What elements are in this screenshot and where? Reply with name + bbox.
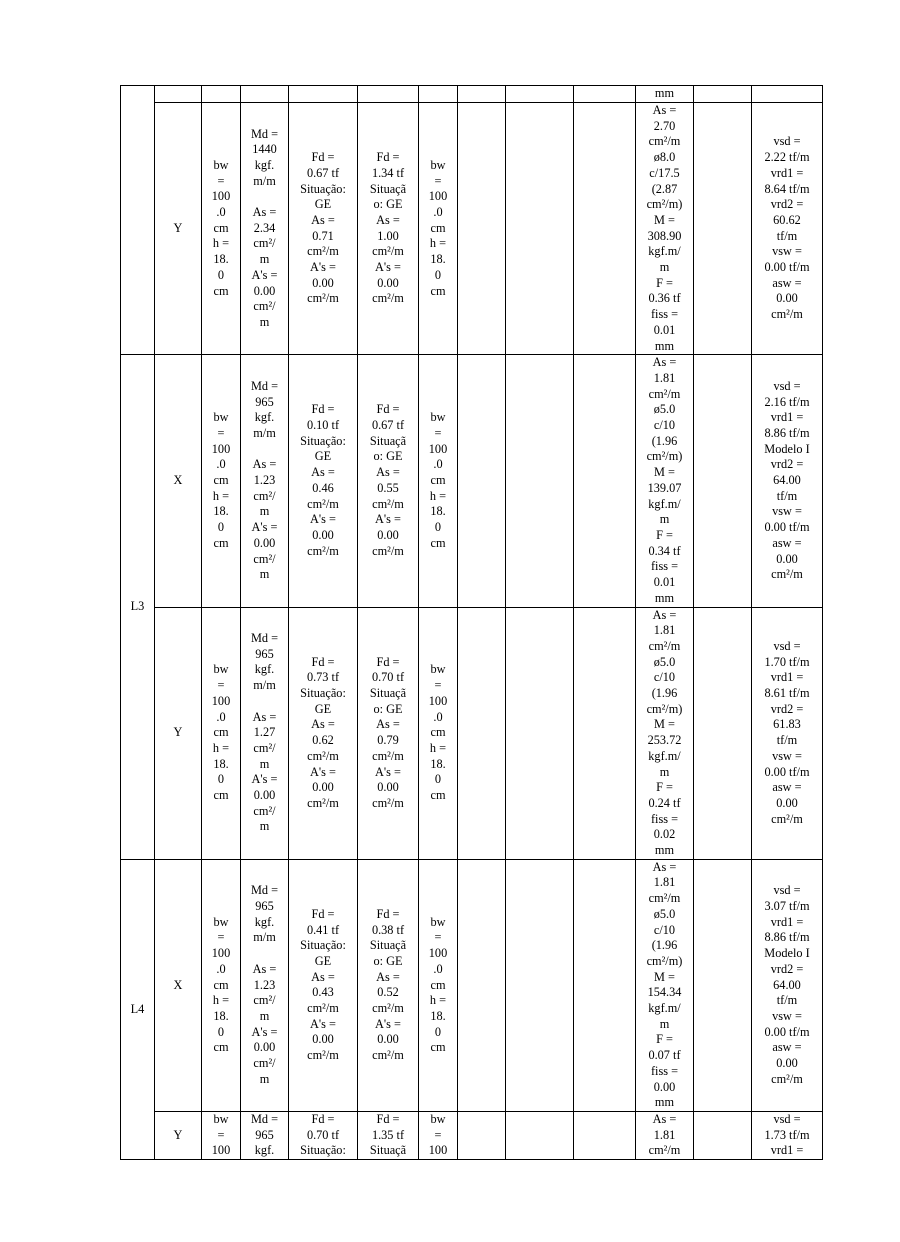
- slab-design-table: [120, 85, 823, 1160]
- empty-cell: [574, 1112, 636, 1160]
- reinforcement-cell: mm: [636, 86, 694, 103]
- direction-cell: Y: [155, 1112, 202, 1160]
- flexure-cell: Md = 965 kgf.: [241, 1112, 289, 1160]
- empty-cell: [458, 859, 506, 1111]
- reinforcement-cell: As = 2.70 cm²/m ø8.0 c/17.5 (2.87 cm²/m) M = 308.90 kgf.m/ m F = 0.36 tf fiss = 0.01 mm: [636, 103, 694, 355]
- empty-cell: [506, 103, 574, 355]
- section-cell: bw = 100 .0 cm h = 18. 0 cm: [419, 103, 458, 355]
- flexure-cell: Md = 965 kgf. m/m As = 1.23 cm²/ m A's = 0.00 cm²/ m: [241, 859, 289, 1111]
- empty-cell: [694, 355, 752, 607]
- membrane-force-cell: Fd = 1.35 tf Situaçã: [358, 1112, 419, 1160]
- empty-cell: [574, 607, 636, 859]
- membrane-force-cell: Fd = 0.67 tf Situação: GE As = 0.71 cm²/m A's = 0.00 cm²/m: [289, 103, 358, 355]
- shear-cell: vsd = 3.07 tf/m vrd1 = 8.86 tf/m Modelo I vrd2 = 64.00 tf/m vsw = 0.00 tf/m asw = 0.00 cm²/m: [752, 859, 823, 1111]
- empty-cell: [506, 859, 574, 1111]
- empty-cell: [506, 1112, 574, 1160]
- slab-id-cell: [121, 86, 155, 355]
- empty-cell: [694, 1112, 752, 1160]
- shear-cell: vsd = 1.70 tf/m vrd1 = 8.61 tf/m vrd2 = 61.83 tf/m vsw = 0.00 tf/m asw = 0.00 cm²/m: [752, 607, 823, 859]
- membrane-force-cell: Fd = 0.73 tf Situação: GE As = 0.62 cm²/m A's = 0.00 cm²/m: [289, 607, 358, 859]
- flexure-cell: Md = 965 kgf. m/m As = 1.23 cm²/ m A's = 0.00 cm²/ m: [241, 355, 289, 607]
- shear-cell: vsd = 2.16 tf/m vrd1 = 8.86 tf/m Modelo I vrd2 = 64.00 tf/m vsw = 0.00 tf/m asw = 0.00 cm²/m: [752, 355, 823, 607]
- empty-cell: [694, 103, 752, 355]
- section-cell: bw = 100: [419, 1112, 458, 1160]
- section-cell: bw = 100 .0 cm h = 18. 0 cm: [202, 355, 241, 607]
- empty-cell: [458, 355, 506, 607]
- table-row: [121, 103, 823, 355]
- empty-cell: [458, 1112, 506, 1160]
- table-row: [121, 355, 823, 607]
- reinforcement-cell: As = 1.81 cm²/m ø5.0 c/10 (1.96 cm²/m) M = 139.07 kgf.m/ m F = 0.34 tf fiss = 0.01 mm: [636, 355, 694, 607]
- table-row: [121, 859, 823, 1111]
- membrane-force-cell: Fd = 0.70 tf Situação:: [289, 1112, 358, 1160]
- empty-cell: [694, 859, 752, 1111]
- empty-cell: [574, 859, 636, 1111]
- reinforcement-cell: As = 1.81 cm²/m ø5.0 c/10 (1.96 cm²/m) M = 253.72 kgf.m/ m F = 0.24 tf fiss = 0.02 mm: [636, 607, 694, 859]
- empty-cell: [574, 86, 636, 103]
- slab-id-cell: L4: [121, 859, 155, 1159]
- table-row: [121, 607, 823, 859]
- empty-cell: [419, 86, 458, 103]
- empty-cell: [752, 86, 823, 103]
- empty-cell: [694, 607, 752, 859]
- empty-cell: [202, 86, 241, 103]
- membrane-force-cell: Fd = 0.70 tf Situaçã o: GE As = 0.79 cm²/m A's = 0.00 cm²/m: [358, 607, 419, 859]
- section-cell: bw = 100 .0 cm h = 18. 0 cm: [202, 859, 241, 1111]
- membrane-force-cell: Fd = 0.41 tf Situação: GE As = 0.43 cm²/m A's = 0.00 cm²/m: [289, 859, 358, 1111]
- direction-cell: Y: [155, 607, 202, 859]
- empty-cell: [506, 86, 574, 103]
- empty-cell: [506, 607, 574, 859]
- reinforcement-cell: As = 1.81 cm²/m: [636, 1112, 694, 1160]
- empty-cell: [241, 86, 289, 103]
- empty-cell: [694, 86, 752, 103]
- section-cell: bw = 100: [202, 1112, 241, 1160]
- empty-cell: [155, 86, 202, 103]
- empty-cell: [289, 86, 358, 103]
- empty-cell: [458, 607, 506, 859]
- reinforcement-cell: As = 1.81 cm²/m ø5.0 c/10 (1.96 cm²/m) M = 154.34 kgf.m/ m F = 0.07 tf fiss = 0.00 mm: [636, 859, 694, 1111]
- table-row: [121, 1112, 823, 1160]
- flexure-cell: Md = 1440 kgf. m/m As = 2.34 cm²/ m A's = 0.00 cm²/ m: [241, 103, 289, 355]
- section-cell: bw = 100 .0 cm h = 18. 0 cm: [202, 607, 241, 859]
- section-cell: bw = 100 .0 cm h = 18. 0 cm: [419, 607, 458, 859]
- slab-id-cell: L3: [121, 355, 155, 860]
- direction-cell: Y: [155, 103, 202, 355]
- empty-cell: [574, 355, 636, 607]
- empty-cell: [506, 355, 574, 607]
- shear-cell: vsd = 2.22 tf/m vrd1 = 8.64 tf/m vrd2 = 60.62 tf/m vsw = 0.00 tf/m asw = 0.00 cm²/m: [752, 103, 823, 355]
- empty-cell: [458, 86, 506, 103]
- empty-cell: [358, 86, 419, 103]
- membrane-force-cell: Fd = 0.38 tf Situaçã o: GE As = 0.52 cm²/m A's = 0.00 cm²/m: [358, 859, 419, 1111]
- membrane-force-cell: Fd = 0.67 tf Situaçã o: GE As = 0.55 cm²/m A's = 0.00 cm²/m: [358, 355, 419, 607]
- direction-cell: X: [155, 355, 202, 607]
- section-cell: bw = 100 .0 cm h = 18. 0 cm: [419, 355, 458, 607]
- section-cell: bw = 100 .0 cm h = 18. 0 cm: [202, 103, 241, 355]
- empty-cell: [574, 103, 636, 355]
- membrane-force-cell: Fd = 0.10 tf Situação: GE As = 0.46 cm²/m A's = 0.00 cm²/m: [289, 355, 358, 607]
- direction-cell: X: [155, 859, 202, 1111]
- section-cell: bw = 100 .0 cm h = 18. 0 cm: [419, 859, 458, 1111]
- shear-cell: vsd = 1.73 tf/m vrd1 =: [752, 1112, 823, 1160]
- table-row: [121, 86, 823, 103]
- flexure-cell: Md = 965 kgf. m/m As = 1.27 cm²/ m A's = 0.00 cm²/ m: [241, 607, 289, 859]
- empty-cell: [458, 103, 506, 355]
- membrane-force-cell: Fd = 1.34 tf Situaçã o: GE As = 1.00 cm²/m A's = 0.00 cm²/m: [358, 103, 419, 355]
